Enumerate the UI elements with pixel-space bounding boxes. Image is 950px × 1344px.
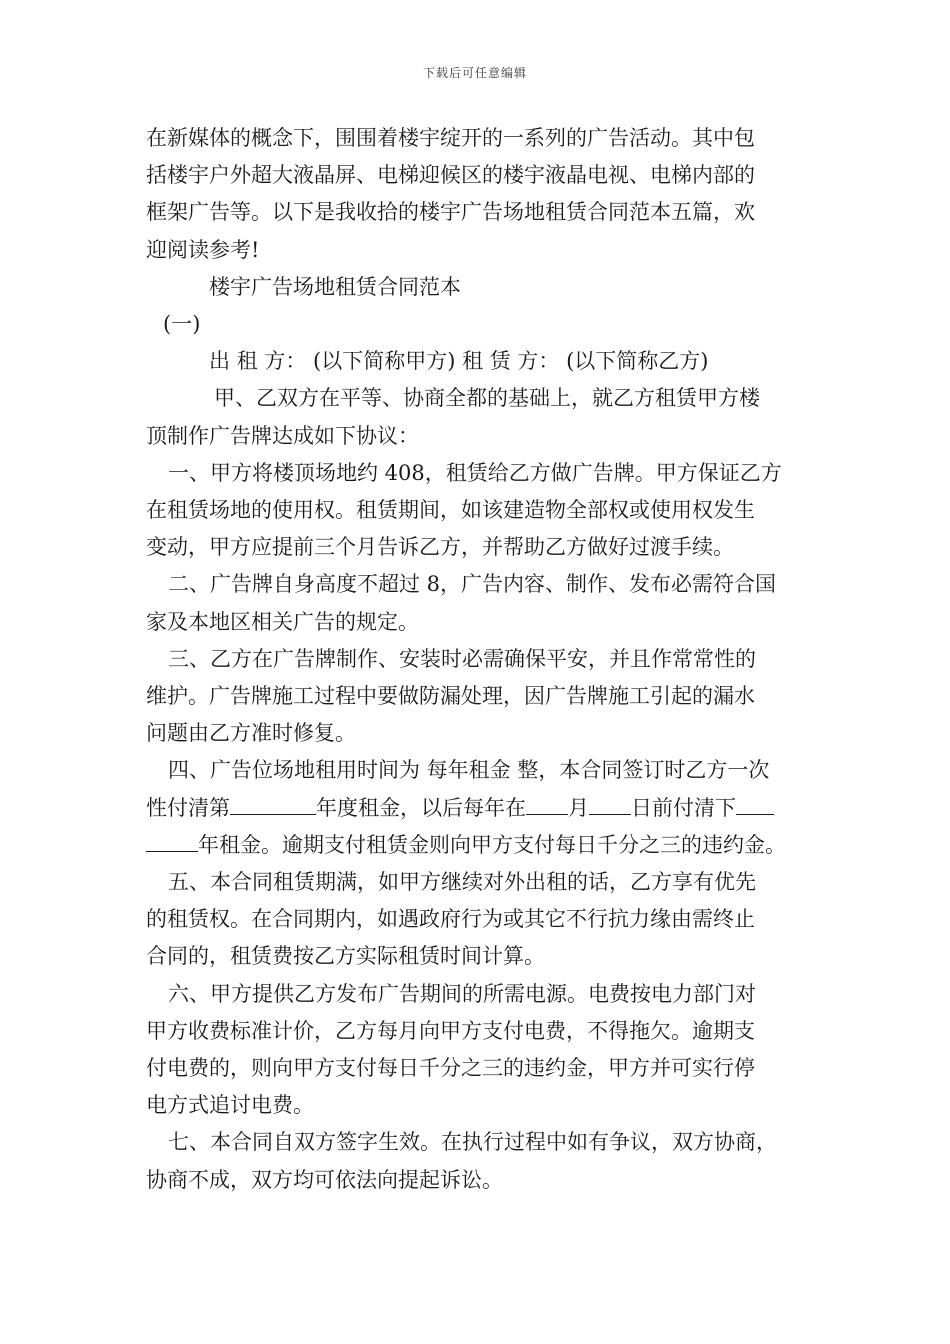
clause-1-line: 变动，甲方应提前三个月告诉乙方，并帮助乙方做好过渡手续。: [146, 535, 734, 560]
clause-4-text: 日前付清下: [631, 795, 736, 820]
clause-6-line: 电方式追讨电费。: [146, 1093, 314, 1118]
preamble-line: 顶制作广告牌达成如下协议：: [146, 423, 419, 448]
clause-6-line: 甲方收费标准计价，乙方每月向甲方支付电费，不得拖欠。逾期支: [146, 1018, 755, 1043]
intro-line: 在新媒体的概念下，围围着楼宇绽开的一系列的广告活动。其中包: [146, 126, 755, 150]
clause-2-line: 二、广告牌自身高度不超过 8，广告内容、制作、发布必需符合国: [168, 572, 777, 597]
clause-1-line: 在租赁场地的使用权。租赁期间，如该建造物全部权或使用权发生: [146, 498, 755, 523]
blank-field: [146, 829, 198, 852]
parties-line: 出 租 方： (以下简称甲方) 租 赁 方： (以下简称乙方): [209, 349, 709, 374]
page-header: 下载后可任意编辑: [422, 66, 527, 80]
intro-line: 迎阅读参考!: [146, 237, 260, 262]
clause-2-line: 家及本地区相关广告的规定。: [146, 609, 419, 634]
clause-7-line: 协商不成，双方均可依法向提起诉讼。: [146, 1167, 503, 1192]
document-body: [146, 120, 814, 1199]
intro-line: 括楼宇户外超大液晶屏、电梯迎候区的楼宇液晶电视、电梯内部的: [146, 163, 755, 188]
clause-4-text: 月: [568, 795, 589, 820]
clause-3-line: 三、乙方在广告牌制作、安装时必需确保平安，并且作常常性的: [168, 646, 756, 671]
preamble-line: 甲、乙双方在平等、协商全都的基础上，就乙方租赁甲方楼: [214, 386, 760, 411]
blank-field: [589, 792, 631, 815]
clause-4-text: 年租金。逾期支付租赁金则向甲方支付每日千分之三的违约金。: [198, 832, 786, 857]
blank-field: [230, 792, 316, 815]
blank-field: [526, 792, 568, 815]
document-title: 楼宇广告场地租赁合同范本: [209, 274, 461, 299]
clause-4-line: 四、广告位场地租用时间为 每年租金 整，本合同签订时乙方一次: [168, 758, 770, 783]
clause-6-line: 付电费的，则向甲方支付每日千分之三的违约金，甲方并可实行停: [146, 1056, 755, 1081]
document-number: (一): [163, 312, 201, 337]
clause-4-line: [146, 827, 814, 864]
blank-field: [736, 792, 774, 815]
clause-6-line: 六、甲方提供乙方发布广告期间的所需电源。电费按电力部门对: [168, 981, 756, 1006]
clause-3-line: 维护。广告牌施工过程中要做防漏处理，因广告牌施工引起的漏水: [146, 684, 755, 709]
clause-5-line: 五、本合同租赁期满，如甲方继续对外出租的话，乙方享有优先: [168, 870, 756, 895]
clause-4-text: 年度租金，以后每年在: [316, 795, 526, 820]
clause-4-text: 性付清第: [146, 795, 230, 820]
clause-1-line: 一、甲方将楼顶场地约 408，租赁给乙方做广告牌。甲方保证乙方: [168, 460, 782, 485]
clause-7-line: 七、本合同自双方签字生效。在执行过程中如有争议，双方协商，: [168, 1130, 777, 1155]
intro-line: 框架广告等。以下是我收拾的楼宇广告场地租赁合同范本五篇，欢: [146, 200, 755, 225]
clause-4-line: [146, 790, 814, 827]
clause-5-line: 的租赁权。在合同期内，如遇政府行为或其它不行抗力缘由需终止: [146, 907, 755, 932]
clause-3-line: 问题由乙方准时修复。: [146, 721, 356, 746]
clause-5-line: 合同的，租赁费按乙方实际租赁时间计算。: [146, 944, 545, 969]
